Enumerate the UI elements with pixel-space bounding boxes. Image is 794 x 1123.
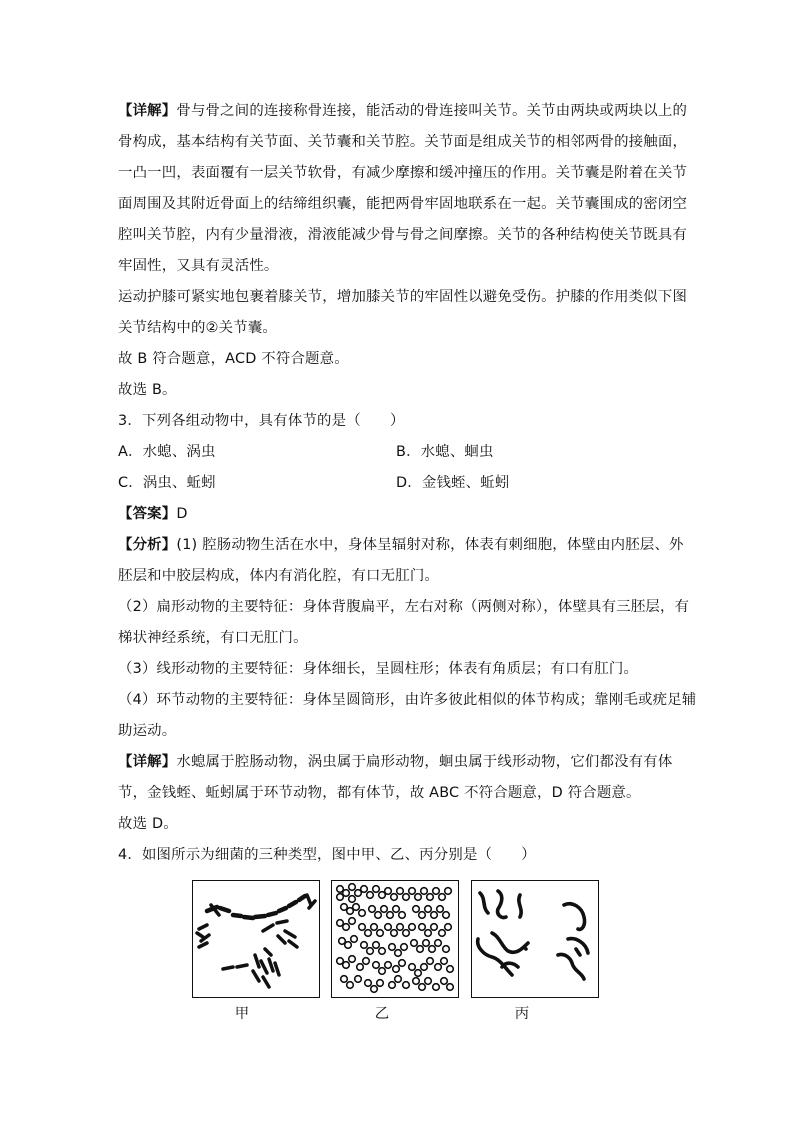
coccus-cell bbox=[363, 958, 370, 965]
coccus-cell bbox=[341, 976, 348, 983]
coccus-cell bbox=[413, 906, 420, 913]
coccus-cell bbox=[409, 924, 416, 931]
section-tag: 【详解】 bbox=[118, 754, 177, 770]
coccus-cell bbox=[351, 936, 358, 943]
coccus-cell bbox=[349, 956, 356, 963]
analysis-line bbox=[118, 654, 678, 685]
text-run: 骨构成，基本结构有关节面、关节囊和关节腔。关节面是组成关节的相邻两骨的接触面， bbox=[118, 134, 688, 150]
explain-line bbox=[118, 220, 688, 251]
question3-stem bbox=[118, 406, 678, 437]
coccus-cell bbox=[349, 896, 356, 903]
analysis-line bbox=[118, 561, 678, 592]
explain-line bbox=[118, 189, 688, 220]
coccus-cell bbox=[349, 884, 356, 891]
text-run: 关节结构中的②关节囊。 bbox=[118, 320, 278, 336]
section-tag: 【详解】 bbox=[118, 103, 177, 119]
analysis-line bbox=[118, 530, 684, 561]
coccus-cell bbox=[371, 986, 378, 993]
text-run: 梯状神经系统，有口无肛门。 bbox=[118, 630, 308, 646]
coccus-cell bbox=[431, 912, 438, 919]
coccus-cell bbox=[369, 906, 376, 913]
coccus-cell bbox=[397, 924, 404, 931]
coccus-cell bbox=[361, 942, 368, 949]
rod-bacteria-drawing bbox=[193, 881, 319, 997]
coccus-cell bbox=[445, 924, 452, 931]
coccus-cell bbox=[433, 984, 440, 991]
option-right: B．水螅、蛔虫 bbox=[396, 444, 494, 460]
text-run: 节，金钱蛭、蚯蚓属于环节动物，都有体节，故 ABC 不符合题意，D 符合题意。 bbox=[118, 785, 641, 801]
cocci-bacteria-drawing bbox=[332, 881, 458, 997]
coccus-cell bbox=[385, 924, 392, 931]
coccus-cell bbox=[373, 962, 380, 969]
coccus-cell bbox=[347, 982, 354, 989]
text-run: 腔叫关节腔，内有少量滑液，滑液能减少骨与骨之间摩擦。关节的各种结构使关节既具有 bbox=[118, 227, 688, 243]
coccus-cell bbox=[359, 924, 366, 931]
coccus-cell bbox=[393, 966, 400, 973]
coccus-cell bbox=[403, 894, 410, 901]
coccus-cell bbox=[433, 888, 440, 895]
explain-line bbox=[118, 127, 688, 158]
coccus-cell bbox=[411, 940, 418, 947]
coccus-cell bbox=[399, 960, 406, 967]
coccus-cell bbox=[355, 976, 362, 983]
coccus-cell bbox=[367, 892, 374, 899]
section-tag: 【分析】 bbox=[118, 537, 177, 553]
coccus-cell bbox=[395, 976, 402, 983]
bacteria-panel-spirilla bbox=[471, 880, 599, 998]
spiral-bacteria-drawing bbox=[472, 881, 598, 997]
option-right: D．金钱蛭、蚯蚓 bbox=[396, 475, 510, 491]
coccus-cell bbox=[397, 888, 404, 895]
option-row bbox=[118, 468, 678, 499]
text-run: 运动护膝可紧实地包裹着膝关节，增加膝关节的牢固性以避免受伤。护膝的作用类似下图 bbox=[118, 289, 688, 305]
coccus-cell bbox=[375, 912, 382, 919]
analysis-line bbox=[118, 592, 690, 623]
coccus-cell bbox=[365, 980, 372, 987]
coccus-cell bbox=[359, 910, 366, 917]
coccus-cell bbox=[389, 982, 396, 989]
option-left: A．水螅、涡虫 bbox=[118, 444, 216, 460]
coccus-cell bbox=[415, 970, 422, 977]
coccus-cell bbox=[435, 940, 442, 947]
coccus-cell bbox=[377, 980, 384, 987]
coccus-cell bbox=[447, 984, 454, 991]
explain-line bbox=[118, 344, 678, 375]
coccus-cell bbox=[443, 912, 450, 919]
coccus-cell bbox=[373, 886, 380, 893]
coccus-cell bbox=[401, 944, 408, 951]
analysis-line bbox=[118, 716, 678, 747]
caption-yi: 乙 bbox=[374, 1006, 390, 1022]
explain-line bbox=[118, 313, 678, 344]
text-run: 助运动。 bbox=[118, 723, 177, 739]
coccus-cell bbox=[409, 964, 416, 971]
coccus-cell bbox=[439, 930, 446, 937]
text-run: 3．下列各组动物中，具有体节的是（ ） bbox=[118, 413, 405, 429]
coccus-cell bbox=[425, 930, 432, 937]
text-run: 故 B 符合题意，ACD 不符合题意。 bbox=[118, 351, 349, 367]
caption-bing: 丙 bbox=[514, 1006, 530, 1022]
bacteria-panel-rods bbox=[192, 880, 320, 998]
coccus-cell bbox=[421, 888, 428, 895]
coccus-cell bbox=[425, 906, 432, 913]
coccus-cell bbox=[353, 904, 360, 911]
answer-line bbox=[118, 499, 678, 530]
coccus-cell bbox=[447, 966, 454, 973]
coccus-cell bbox=[343, 962, 350, 969]
analysis-line bbox=[118, 747, 678, 778]
coccus-cell bbox=[395, 950, 402, 957]
coccus-cell bbox=[379, 948, 386, 955]
explain-line bbox=[118, 375, 678, 406]
explain-line bbox=[118, 251, 678, 282]
coccus-cell bbox=[399, 912, 406, 919]
coccus-cell bbox=[337, 894, 344, 901]
coccus-cell bbox=[441, 958, 448, 965]
text-run: 面周围及其附近骨面上的结缔组织囊，能把两骨牢固地联系在一起。关节囊围成的密闭空 bbox=[118, 196, 688, 212]
coccus-cell bbox=[387, 912, 394, 919]
coccus-cell bbox=[371, 924, 378, 931]
explain-line bbox=[118, 158, 688, 189]
question4-stem bbox=[118, 840, 678, 871]
coccus-cell bbox=[429, 946, 436, 953]
document-page bbox=[118, 96, 697, 871]
section-tag: 【答案】 bbox=[118, 506, 177, 522]
explain-line bbox=[118, 282, 688, 313]
coccus-cell bbox=[377, 930, 384, 937]
analysis-line bbox=[118, 685, 697, 716]
coccus-cell bbox=[385, 888, 392, 895]
coccus-cell bbox=[409, 888, 416, 895]
analysis-line bbox=[118, 778, 678, 809]
coccus-cell bbox=[413, 978, 420, 985]
option-row bbox=[118, 437, 678, 468]
coccus-cell bbox=[441, 978, 448, 985]
text-run: 骨与骨之间的连接称骨连接，能活动的骨连接叫关节。关节由两块或两块以上的 bbox=[176, 103, 688, 119]
text-run: 故选 D。 bbox=[118, 816, 178, 832]
coccus-cell bbox=[391, 894, 398, 901]
coccus-cell bbox=[439, 894, 446, 901]
coccus-cell bbox=[349, 918, 356, 925]
text-run: 4．如图所示为细菌的三种类型，图中甲、乙、丙分别是（ ） bbox=[118, 847, 536, 863]
analysis-line bbox=[118, 623, 678, 654]
coccus-cell bbox=[403, 930, 410, 937]
coccus-cell bbox=[389, 944, 396, 951]
coccus-cell bbox=[385, 962, 392, 969]
coccus-cell bbox=[437, 906, 444, 913]
bacteria-panel-cocci bbox=[331, 880, 459, 998]
text-run: (1) 腔肠动物生活在水中，身体呈辐射对称，体表有刺细胞，体壁由内胚层、外 bbox=[176, 537, 684, 553]
text-run: 一凸一凹，表面覆有一层关节软骨，有减少摩擦和缓冲撞压的作用。关节囊是附着在关节 bbox=[118, 165, 688, 181]
text-run: 牢固性，又具有灵活性。 bbox=[118, 258, 279, 274]
coccus-cell bbox=[427, 894, 434, 901]
coccus-cell bbox=[421, 964, 428, 971]
coccus-cell bbox=[431, 924, 438, 931]
text-run: 水螅属于腔肠动物，涡虫属于扁形动物，蛔虫属于线形动物，它们都没有有体 bbox=[176, 754, 673, 770]
coccus-cell bbox=[419, 924, 426, 931]
coccus-cell bbox=[393, 906, 400, 913]
caption-jia: 甲 bbox=[234, 1006, 250, 1022]
coccus-cell bbox=[361, 886, 368, 893]
coccus-cell bbox=[391, 930, 398, 937]
coccus-cell bbox=[427, 958, 434, 965]
text-run: 故选 B。 bbox=[118, 382, 177, 398]
coccus-cell bbox=[423, 940, 430, 947]
text-run: （4）环节动物的主要特征：身体呈圆筒形，由许多彼此相似的体节构成；靠刚毛或疣足辅 bbox=[118, 692, 697, 708]
analysis-line bbox=[118, 809, 678, 840]
text-run: （3）线形动物的主要特征：身体细长，呈圆柱形；体表有角质层；有口有肛门。 bbox=[118, 661, 639, 677]
coccus-cell bbox=[345, 942, 352, 949]
coccus-cell bbox=[435, 964, 442, 971]
coccus-cell bbox=[365, 930, 372, 937]
coccus-cell bbox=[417, 946, 424, 953]
coccus-cell bbox=[425, 978, 432, 985]
explain-line bbox=[118, 96, 688, 127]
text-run: D bbox=[176, 506, 188, 522]
coccus-cell bbox=[357, 964, 364, 971]
coccus-cell bbox=[419, 984, 426, 991]
coccus-cell bbox=[379, 968, 386, 975]
coccus-cell bbox=[443, 946, 450, 953]
coccus-cell bbox=[403, 982, 410, 989]
coccus-cell bbox=[367, 948, 374, 955]
text-run: 胚层和中胶层构成，体内有消化腔，有口无肛门。 bbox=[118, 568, 439, 584]
text-run: （2）扁形动物的主要特征：身体背腹扁平，左右对称（两侧对称），体壁具有三胚层，有 bbox=[118, 599, 690, 615]
coccus-cell bbox=[343, 924, 350, 931]
coccus-cell bbox=[415, 894, 422, 901]
coccus-cell bbox=[419, 912, 426, 919]
option-left: C．涡虫、蚯蚓 bbox=[118, 475, 216, 491]
coccus-cell bbox=[381, 906, 388, 913]
coccus-cell bbox=[445, 888, 452, 895]
coccus-cell bbox=[373, 942, 380, 949]
